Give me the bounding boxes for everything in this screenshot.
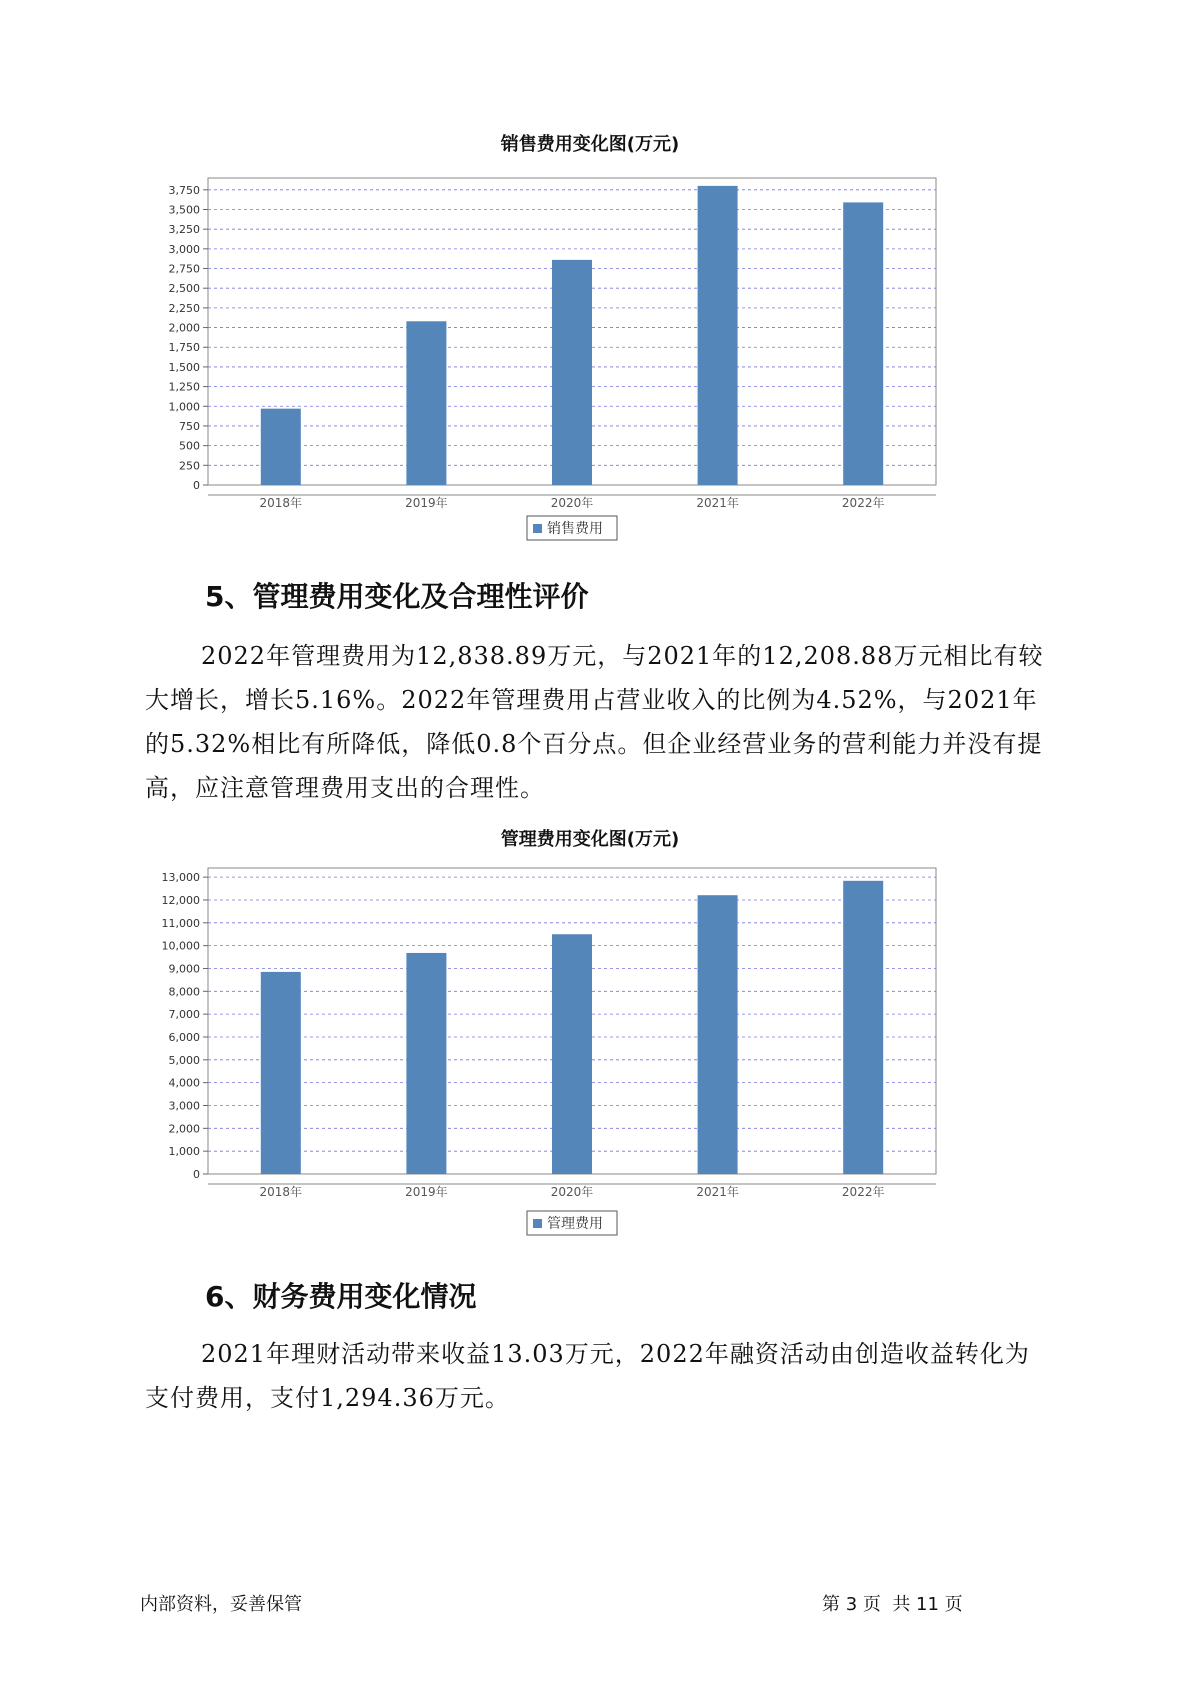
y-tick-label: 750 <box>179 419 200 433</box>
y-tick-label: 7,000 <box>168 1008 200 1022</box>
y-tick-label: 9,000 <box>168 962 200 976</box>
bar <box>261 409 301 485</box>
bar <box>261 972 301 1174</box>
x-tick-label: 2018年 <box>259 496 303 510</box>
legend-swatch <box>533 1219 542 1228</box>
chart-title: 管理费用变化图(万元) <box>500 829 680 850</box>
y-tick-label: 6,000 <box>168 1030 200 1044</box>
management-chart-svg <box>150 855 1030 1250</box>
bar <box>698 186 738 485</box>
y-tick-label: 3,250 <box>168 223 200 237</box>
y-tick-label: 1,000 <box>168 1145 200 1159</box>
y-tick-label: 1,250 <box>168 380 200 394</box>
management-expense-chart <box>150 825 1030 1250</box>
y-tick-label: 1,750 <box>168 341 200 355</box>
x-tick-label: 2019年 <box>405 1185 448 1199</box>
x-tick-label: 2022年 <box>841 496 885 510</box>
section5-heading: 5、管理费用变化及合理性评价 <box>205 580 589 613</box>
x-tick-label: 2022年 <box>841 1185 885 1199</box>
y-tick-label: 11,000 <box>161 916 200 930</box>
bar <box>552 260 592 485</box>
y-tick-label: 250 <box>179 459 200 473</box>
y-tick-label: 4,000 <box>168 1076 200 1090</box>
y-tick-label: 2,000 <box>168 321 200 335</box>
bar <box>698 895 738 1174</box>
y-tick-label: 10,000 <box>161 939 200 953</box>
x-tick-label: 2018年 <box>259 1185 303 1199</box>
section6-heading: 6、财务费用变化情况 <box>205 1280 477 1313</box>
legend-label: 销售费用 <box>547 521 603 537</box>
bar <box>843 881 883 1174</box>
y-tick-label: 5,000 <box>168 1053 200 1067</box>
y-tick-label: 1,500 <box>168 360 200 374</box>
x-tick-label: 2019年 <box>405 496 448 510</box>
y-tick-label: 12,000 <box>161 893 200 907</box>
footer-page-number: 第 3 页 共 11 页 <box>822 1594 963 1615</box>
footer-confidential: 内部资料，妥善保管 <box>140 1594 302 1615</box>
y-tick-label: 8,000 <box>168 985 200 999</box>
y-tick-label: 3,750 <box>168 183 200 197</box>
x-tick-label: 2021年 <box>696 1185 739 1199</box>
y-tick-label: 0 <box>193 479 200 492</box>
y-tick-label: 1,000 <box>168 400 200 414</box>
legend-label: 管理费用 <box>547 1216 603 1232</box>
section6-paragraph: 2021年理财活动带来收益13.03万元，2022年融资活动由创造收益转化为支付费用，支付1,294.36万元。 <box>145 1340 1030 1412</box>
y-tick-label: 2,250 <box>168 301 200 315</box>
y-tick-label: 3,500 <box>168 203 200 217</box>
y-tick-label: 3,000 <box>168 1099 200 1113</box>
legend-swatch <box>533 524 542 533</box>
x-tick-label: 2020年 <box>550 496 594 510</box>
bar <box>552 934 592 1174</box>
sales-chart-svg <box>150 160 1030 550</box>
x-tick-label: 2020年 <box>550 1185 594 1199</box>
y-tick-label: 2,500 <box>168 282 200 296</box>
y-tick-label: 3,000 <box>168 242 200 256</box>
y-tick-label: 13,000 <box>161 871 200 885</box>
y-tick-label: 2,000 <box>168 1122 200 1136</box>
y-tick-label: 2,750 <box>168 262 200 276</box>
x-tick-label: 2021年 <box>696 496 739 510</box>
y-tick-label: 500 <box>179 439 200 453</box>
chart-title: 销售费用变化图(万元) <box>500 134 680 155</box>
y-tick-label: 0 <box>193 1168 200 1181</box>
bar <box>406 321 446 485</box>
bar <box>406 953 446 1174</box>
sales-expense-chart <box>150 130 1030 550</box>
bar <box>843 202 883 485</box>
section5-paragraph: 2022年管理费用为12,838.89万元，与2021年的12,208.88万元相比有较大增长，增长5.16%。2022年管理费用占营业收入的比例为4.52%，与2021年的5.32%相比有所降低，降低0.8个百分点。但企业经营业务的营利能力并没有提高，应注意管理费用支出的合理性。 <box>145 642 1044 802</box>
